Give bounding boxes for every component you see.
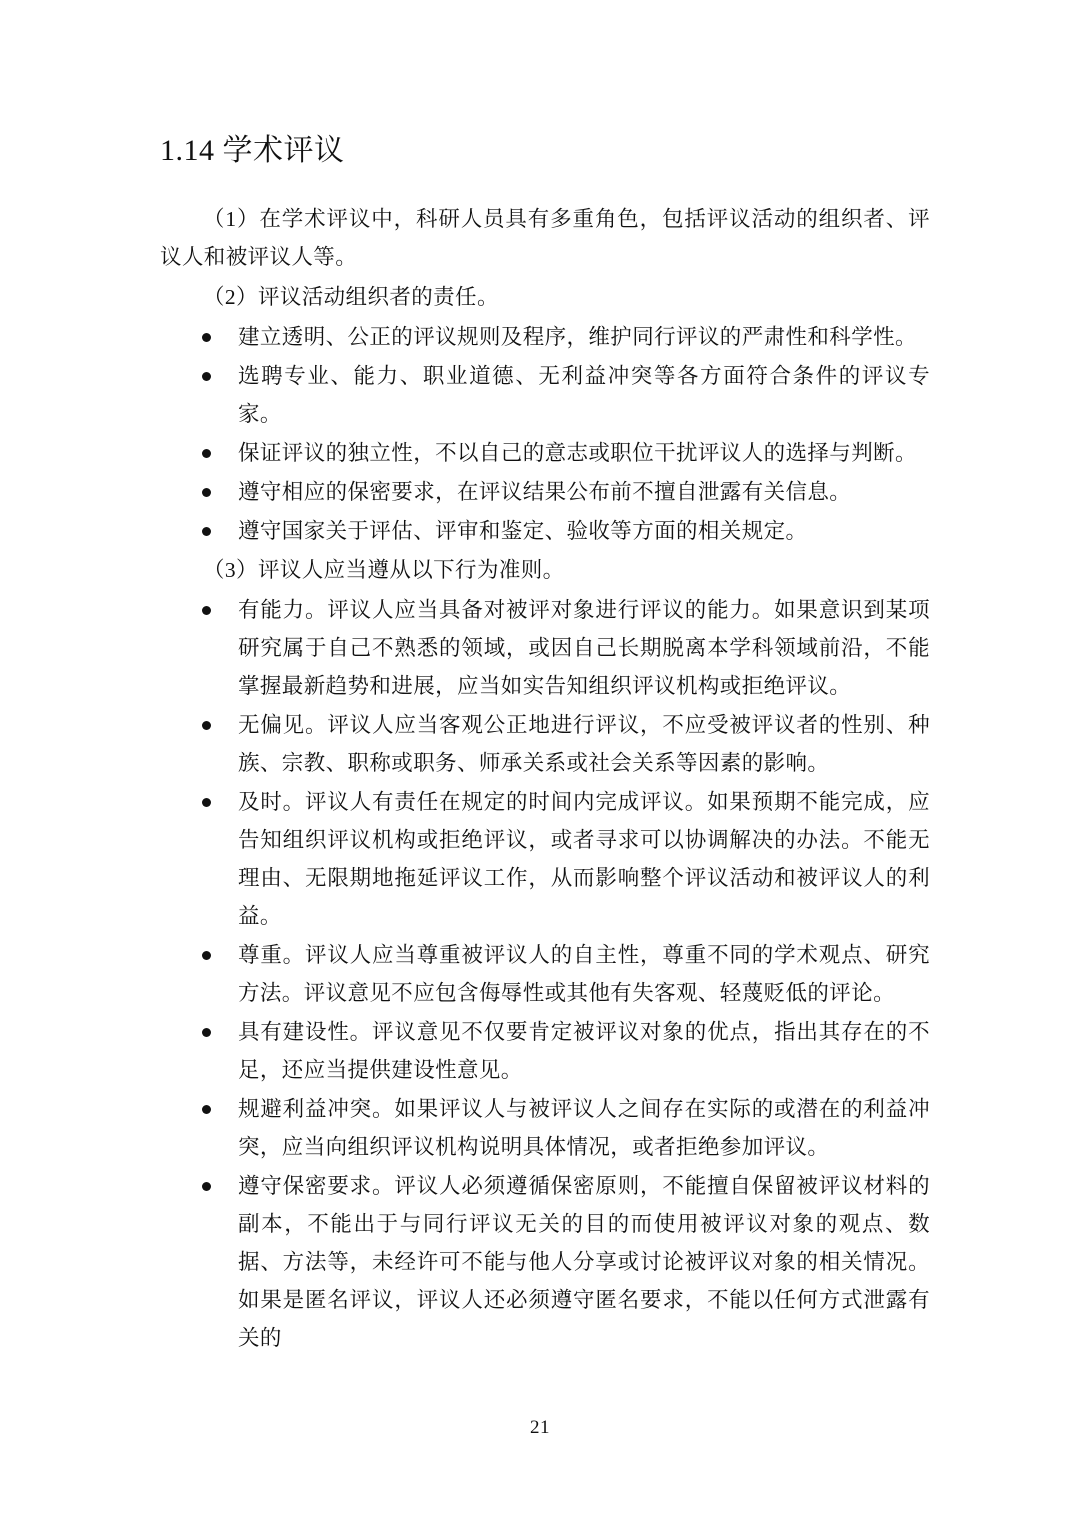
page-title: 1.14 学术评议 <box>160 134 345 167</box>
bullet-dot-icon <box>202 798 211 807</box>
bullet-dot-icon <box>202 488 211 497</box>
list-item-text: 遵守相应的保密要求，在评议结果公布前不擅自泄露有关信息。 <box>238 480 852 504</box>
bullet-dot-icon <box>202 527 211 536</box>
bullet-dot-icon <box>202 1105 211 1114</box>
list-item-text: 遵守保密要求。评议人必须遵循保密原则，不能擅自保留被评议材料的副本，不能出于与同行评议无关的目的而使用被评议对象的观点、数据、方法等，未经许可不能与他人分享或讨论被评议对象的相关情况。如果是匿名评议，评议人还必须遵守匿名要求，不能以任何方式泄露有关的 <box>238 1174 930 1350</box>
list-item-text: 遵守国家关于评估、评审和鉴定、验收等方面的相关规定。 <box>238 519 808 543</box>
list-item-text: 建立透明、公正的评议规则及程序，维护同行评议的严肃性和科学性。 <box>238 325 917 349</box>
list-item <box>160 1090 930 1166</box>
list-item <box>160 1013 930 1089</box>
paragraph-1: （1）在学术评议中，科研人员具有多重角色，包括评议活动的组织者、评议人和被评议人等。 <box>160 207 930 269</box>
list-item-text: 有能力。评议人应当具备对被评对象进行评议的能力。如果意识到某项研究属于自己不熟悉的领域，或因自己长期脱离本学科领域前沿，不能掌握最新趋势和进展，应当如实告知组织评议机构或拒绝评议。 <box>238 598 930 698</box>
bullet-dot-icon <box>202 333 211 342</box>
bullet-dot-icon <box>202 606 211 615</box>
list-item <box>160 936 930 1012</box>
list-item <box>160 783 930 935</box>
bullet-dot-icon <box>202 951 211 960</box>
list-item <box>160 318 930 356</box>
list-item <box>160 512 930 550</box>
list-item-text: 规避利益冲突。如果评议人与被评议人之间存在实际的或潜在的利益冲突，应当向组织评议机构说明具体情况，或者拒绝参加评议。 <box>238 1097 930 1159</box>
bullet-dot-icon <box>202 1182 211 1191</box>
list-item-text: 选聘专业、能力、职业道德、无利益冲突等各方面符合条件的评议专家。 <box>238 364 930 426</box>
bullet-dot-icon <box>202 449 211 458</box>
reviewer-conduct-list <box>160 591 930 1357</box>
bullet-dot-icon <box>202 372 211 381</box>
list-item <box>160 1167 930 1357</box>
bullet-dot-icon <box>202 1028 211 1037</box>
page-number: 21 <box>530 1417 550 1438</box>
list-item-text: 具有建设性。评议意见不仅要肯定被评议对象的优点，指出其存在的不足，还应当提供建设性意见。 <box>238 1020 930 1082</box>
bullet-dot-icon <box>202 721 211 730</box>
list-item <box>160 591 930 705</box>
paragraph-2: （2）评议活动组织者的责任。 <box>203 285 499 309</box>
list-item <box>160 357 930 433</box>
list-item <box>160 473 930 511</box>
paragraph-3: （3）评议人应当遵从以下行为准则。 <box>203 558 565 582</box>
list-item-text: 保证评议的独立性，不以自己的意志或职位干扰评议人的选择与判断。 <box>238 441 917 465</box>
list-item-text: 尊重。评议人应当尊重被评议人的自主性，尊重不同的学术观点、研究方法。评议意见不应包含侮辱性或其他有失客观、轻蔑贬低的评论。 <box>238 943 930 1005</box>
list-item-text: 无偏见。评议人应当客观公正地进行评议，不应受被评议者的性别、种族、宗教、职称或职务、师承关系或社会关系等因素的影响。 <box>238 713 930 775</box>
organizer-duty-list <box>160 318 930 550</box>
list-item-text: 及时。评议人有责任在规定的时间内完成评议。如果预期不能完成，应告知组织评议机构或拒绝评议，或者寻求可以协调解决的办法。不能无理由、无限期地拖延评议工作，从而影响整个评议活动和被评议人的利益。 <box>238 790 930 928</box>
list-item <box>160 706 930 782</box>
list-item <box>160 434 930 472</box>
